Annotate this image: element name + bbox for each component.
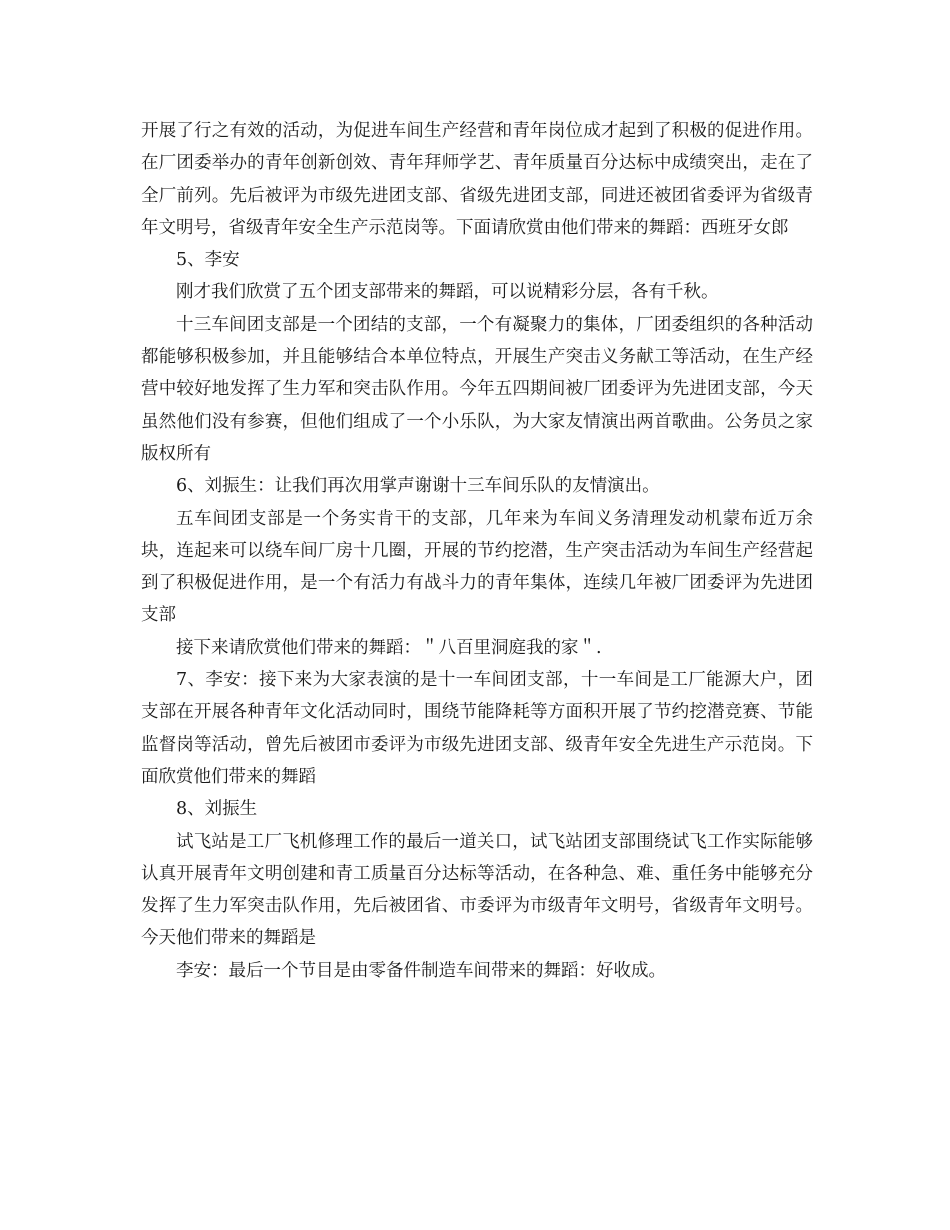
- paragraph-speaker-8: 8、刘振生: [176, 799, 258, 820]
- paragraph-flight-test-station: 试飞站是工厂飞机修理工作的最后一道关口，试飞站团支部围绕试飞工作实际能够认真开展青年文明创建和青工质量百分达标等活动，在各种急、难、重任务中能够充分发挥了生力军突击队作用，先后被团省、市委评为市级青年文明号，省级青年文明号。今天他们带来的舞蹈是: [141, 831, 813, 949]
- paragraph-speaker-7: 7、李安：接下来为大家表演的是十一车间团支部，十一车间是工厂能源大户，团支部在开展各种青年文化活动同时，围绕节能降耗等方面积开展了节约挖潜竞赛、节能监督岗等活动，曾先后被团市委评为市级先进团支部、级青年安全先进生产示范岗。下面欣赏他们带来的舞蹈: [141, 670, 813, 787]
- paragraph-transition: 刚才我们欣赏了五个团支部带来的舞蹈，可以说精彩分层，各有千秋。: [176, 282, 719, 303]
- paragraph-dance-intro: 接下来请欣赏他们带来的舞蹈：＂八百里洞庭我的家＂.: [176, 637, 602, 658]
- paragraph-speaker-6: 6、刘振生：让我们再次用掌声谢谢十三车间乐队的友情演出。: [176, 476, 660, 497]
- paragraph-workshop-13: 十三车间团支部是一个团结的支部，一个有凝聚力的集体，厂团委组织的各种活动都能够积极参加，并且能够结合本单位特点，开展生产突击义务献工等活动，在生产经营中较好地发挥了生力军和突击队作用。今年五四期间被厂团委评为先进团支部，今天虽然他们没有参赛，但他们组成了一个小乐队，为大家友情演出两首歌曲。公务员之家版权所有: [141, 314, 813, 464]
- paragraph-final-program: 李安：最后一个节目是由零备件制造车间带来的舞蹈：好收成。: [176, 960, 666, 981]
- paragraph-continuation: 开展了行之有效的活动，为促进车间生产经营和青年岗位成才起到了积极的促进作用。在厂团委举办的青年创新创效、青年拜师学艺、青年质量百分达标中成绩突出，走在了全厂前列。先后被评为市级先进团支部、省级先进团支部，同进还被团省委评为省级青年文明号，省级青年安全生产示范岗等。下面请欣赏由他们带来的舞蹈：西班牙女郎: [141, 121, 813, 238]
- paragraph-workshop-5: 五车间团支部是一个务实肯干的支部，几年来为车间义务清理发动机蒙布近万余块，连起来可以绕车间厂房十几圈，开展的节约挖潜，生产突击活动为车间生产经营起到了积极促进作用，是一个有活力有战斗力的青年集体，连续几年被厂团委评为先进团支部: [141, 508, 813, 626]
- paragraph-speaker-5: 5、李安: [176, 250, 240, 271]
- document-body: [141, 115, 813, 987]
